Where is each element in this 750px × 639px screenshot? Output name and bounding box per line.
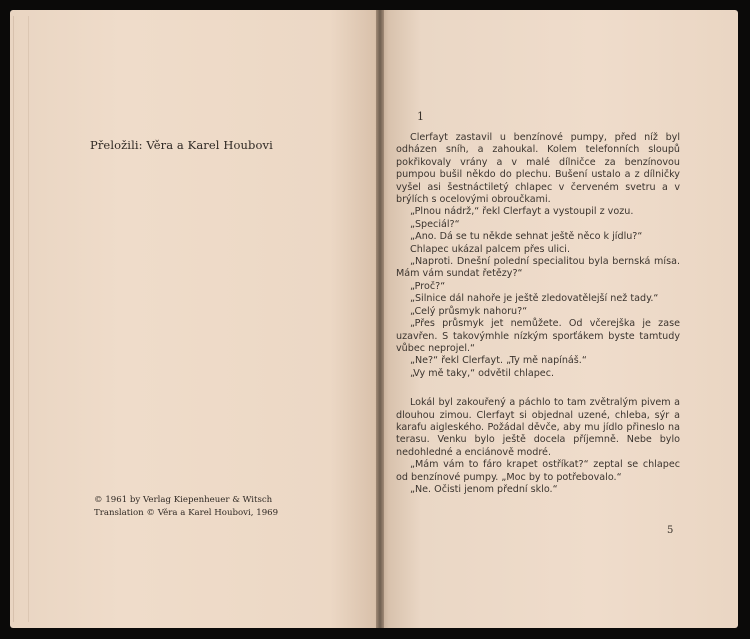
paragraph: „Silnice dál nahoře je ještě zledovatělejší než tady.“ xyxy=(410,293,659,305)
chapter-number: 1 xyxy=(417,110,424,123)
paragraph: „Proč?“ xyxy=(410,280,446,292)
paragraph: „Mám vám to fáro krapet ostříkat?“ zeptal se chlapec od benzínové pumpy. „Moc by to potřebovalo.“ xyxy=(396,459,680,483)
left-page xyxy=(10,10,386,628)
copyright-notice xyxy=(94,494,278,520)
paragraph: Lokál byl zakouřený a páchlo to tam zvětralým pivem a dlouhou zimou. Clerfayt si objednal uzené, chleba, sýr a karafu aigleského. Požádal děvče, aby mu jídlo přineslo na terasu. Venku bylo ještě docela příjemně. Nebe bylo nedohledné a enciánově modré. xyxy=(396,397,680,458)
paragraph: „Naproti. Dnešní polední specialitou byla bernská mísa. Mám vám sundat řetězy?“ xyxy=(396,256,680,280)
translation-copyright-line: Translation © Věra a Karel Houbovi, 1969 xyxy=(94,508,279,518)
paragraph: „Vy mě taky,“ odvětil chlapec. xyxy=(410,367,555,379)
chapter-text xyxy=(396,132,680,496)
paragraph: „Ne?“ řekl Clerfayt. „Ty mě napínáš.“ xyxy=(410,355,587,367)
translator-credit: Přeložili: Věra a Karel Houbovi xyxy=(90,138,273,152)
book-spine-gutter xyxy=(376,10,384,628)
paragraph: Chlapec ukázal palcem přes ulici. xyxy=(410,243,570,255)
paragraph: „Celý průsmyk nahoru?“ xyxy=(410,305,528,317)
paragraph: Clerfayt zastavil u benzínové pumpy, před níž byl odházen sníh, a zahoukal. Kolem telefonních sloupů pokřikovaly vrány a v malé dílničce za benzínovou pumpou bušil někdo do plechu. Bušení ustalo a z dílničky vyšel asi šestnáctiletý chlapec v červeném svetru a v brýlích s ocelovými obroučkami. xyxy=(396,132,680,206)
paragraph: „Ne. Očisti jenom přední sklo.“ xyxy=(410,483,558,495)
paragraph: „Speciál?“ xyxy=(410,218,460,230)
paragraph: „Plnou nádrž,“ řekl Clerfayt a vystoupil z vozu. xyxy=(410,206,634,218)
copyright-line: © 1961 by Verlag Kiepenheuer & Witsch xyxy=(94,495,273,505)
paragraph: „Přes průsmyk jet nemůžete. Od včerejška je zase uzavřen. S takovýmhle nízkým sporťákem byste tamtudy vůbec neprojel.“ xyxy=(396,318,680,354)
page-number: 5 xyxy=(667,525,674,536)
paragraph: „Ano. Dá se tu někde sehnat ještě něco k jídlu?“ xyxy=(410,231,643,243)
